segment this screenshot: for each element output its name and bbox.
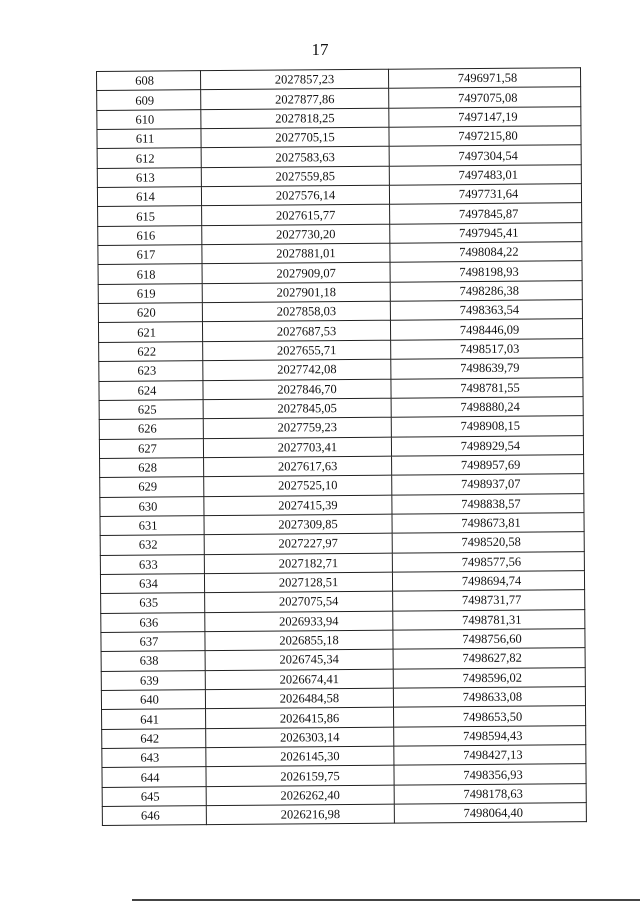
y-coordinate-cell: 7497075,08	[389, 87, 581, 108]
x-coordinate-cell: 2027858,03	[202, 301, 390, 322]
point-number-cell: 608	[97, 71, 201, 91]
x-coordinate-cell: 2027415,39	[204, 495, 392, 516]
x-coordinate-cell: 2027877,86	[201, 89, 389, 110]
point-number-cell: 646	[102, 806, 206, 826]
y-coordinate-cell: 7498756,60	[393, 629, 585, 650]
x-coordinate-cell: 2027655,71	[203, 340, 391, 361]
x-coordinate-cell: 2026262,40	[206, 785, 394, 806]
point-number-cell: 616	[98, 225, 202, 245]
x-coordinate-cell: 2027687,53	[202, 321, 390, 342]
y-coordinate-cell: 7496971,58	[388, 68, 580, 89]
x-coordinate-cell: 2027128,51	[204, 572, 392, 593]
y-coordinate-cell: 7498577,56	[392, 551, 584, 572]
y-coordinate-cell: 7498178,63	[394, 783, 586, 804]
x-coordinate-cell: 2027617,63	[204, 456, 392, 477]
x-coordinate-cell: 2027576,14	[201, 185, 389, 206]
x-coordinate-cell: 2027742,08	[203, 359, 391, 380]
point-number-cell: 640	[101, 690, 205, 710]
y-coordinate-cell: 7498520,58	[392, 532, 584, 553]
y-coordinate-cell: 7498064,40	[394, 803, 586, 824]
y-coordinate-cell: 7498594,43	[394, 725, 586, 746]
point-number-cell: 635	[101, 593, 205, 613]
point-number-cell: 613	[97, 167, 201, 187]
y-coordinate-cell: 7498908,15	[391, 416, 583, 437]
point-number-cell: 614	[97, 187, 201, 207]
x-coordinate-cell: 2027583,63	[201, 147, 389, 168]
point-number-cell: 622	[99, 341, 203, 361]
x-coordinate-cell: 2026745,34	[205, 649, 393, 670]
table-row	[102, 803, 586, 826]
x-coordinate-cell: 2027909,07	[202, 263, 390, 284]
point-number-cell: 609	[97, 90, 201, 110]
x-coordinate-cell: 2027759,23	[203, 417, 391, 438]
x-coordinate-cell: 2027182,71	[204, 553, 392, 574]
coordinates-table	[96, 67, 587, 826]
x-coordinate-cell: 2027846,70	[203, 379, 391, 400]
x-coordinate-cell: 2026159,75	[206, 766, 394, 787]
x-coordinate-cell: 2026145,30	[206, 746, 394, 767]
y-coordinate-cell: 7497483,01	[389, 164, 581, 185]
x-coordinate-cell: 2026216,98	[206, 804, 394, 825]
point-number-cell: 636	[101, 612, 205, 632]
point-number-cell: 625	[99, 400, 203, 420]
x-coordinate-cell: 2027845,05	[203, 398, 391, 419]
y-coordinate-cell: 7498286,38	[390, 280, 582, 301]
x-coordinate-cell: 2027309,85	[204, 514, 392, 535]
point-number-cell: 615	[98, 206, 202, 226]
point-number-cell: 610	[97, 109, 201, 129]
y-coordinate-cell: 7498694,74	[392, 571, 584, 592]
point-number-cell: 638	[101, 651, 205, 671]
y-coordinate-cell: 7498596,02	[393, 667, 585, 688]
x-coordinate-cell: 2027525,10	[204, 475, 392, 496]
bottom-border-line	[132, 899, 640, 901]
x-coordinate-cell: 2027818,25	[201, 108, 389, 129]
y-coordinate-cell: 7498517,03	[391, 338, 583, 359]
point-number-cell: 630	[100, 496, 204, 516]
x-coordinate-cell: 2027901,18	[202, 282, 390, 303]
point-number-cell: 641	[102, 709, 206, 729]
point-number-cell: 643	[102, 748, 206, 768]
x-coordinate-cell: 2027615,77	[202, 205, 390, 226]
point-number-cell: 639	[101, 670, 205, 690]
y-coordinate-cell: 7497945,41	[390, 222, 582, 243]
point-number-cell: 624	[99, 380, 203, 400]
point-number-cell: 634	[100, 574, 204, 594]
point-number-cell: 620	[98, 303, 202, 323]
point-number-cell: 618	[98, 264, 202, 284]
x-coordinate-cell: 2026855,18	[205, 630, 393, 651]
y-coordinate-cell: 7498363,54	[390, 300, 582, 321]
y-coordinate-cell: 7498781,31	[393, 609, 585, 630]
x-coordinate-cell: 2027857,23	[201, 69, 389, 90]
x-coordinate-cell: 2026933,94	[205, 611, 393, 632]
x-coordinate-cell: 2026484,58	[205, 688, 393, 709]
y-coordinate-cell: 7498957,69	[392, 455, 584, 476]
x-coordinate-cell: 2027227,97	[204, 533, 392, 554]
y-coordinate-cell: 7498880,24	[391, 397, 583, 418]
x-coordinate-cell: 2027703,41	[203, 437, 391, 458]
y-coordinate-cell: 7498446,09	[390, 319, 582, 340]
coordinates-table-body	[97, 68, 587, 826]
y-coordinate-cell: 7498198,93	[390, 261, 582, 282]
y-coordinate-cell: 7498627,82	[393, 648, 585, 669]
point-number-cell: 627	[99, 438, 203, 458]
y-coordinate-cell: 7497731,64	[389, 184, 581, 205]
x-coordinate-cell: 2027559,85	[201, 166, 389, 187]
point-number-cell: 633	[100, 554, 204, 574]
point-number-cell: 612	[97, 148, 201, 168]
point-number-cell: 632	[100, 535, 204, 555]
point-number-cell: 619	[98, 283, 202, 303]
y-coordinate-cell: 7498937,07	[392, 474, 584, 495]
y-coordinate-cell: 7498838,57	[392, 493, 584, 514]
x-coordinate-cell: 2026415,86	[206, 708, 394, 729]
y-coordinate-cell: 7498633,08	[393, 687, 585, 708]
y-coordinate-cell: 7497304,54	[389, 145, 581, 166]
y-coordinate-cell: 7498929,54	[391, 435, 583, 456]
point-number-cell: 642	[102, 728, 206, 748]
point-number-cell: 621	[98, 322, 202, 342]
point-number-cell: 645	[102, 786, 206, 806]
x-coordinate-cell: 2027075,54	[205, 591, 393, 612]
point-number-cell: 629	[100, 477, 204, 497]
y-coordinate-cell: 7498356,93	[394, 764, 586, 785]
y-coordinate-cell: 7497215,80	[389, 126, 581, 147]
y-coordinate-cell: 7498084,22	[390, 242, 582, 263]
point-number-cell: 617	[98, 245, 202, 265]
y-coordinate-cell: 7497147,19	[389, 106, 581, 127]
page-number: 17	[311, 40, 329, 59]
x-coordinate-cell: 2027881,01	[202, 243, 390, 264]
point-number-cell: 623	[99, 361, 203, 381]
y-coordinate-cell: 7498639,79	[391, 358, 583, 379]
x-coordinate-cell: 2026674,41	[205, 669, 393, 690]
point-number-cell: 644	[102, 767, 206, 787]
x-coordinate-cell: 2027730,20	[202, 224, 390, 245]
y-coordinate-cell: 7498781,55	[391, 377, 583, 398]
point-number-cell: 631	[100, 516, 204, 536]
y-coordinate-cell: 7498653,50	[394, 706, 586, 727]
y-coordinate-cell: 7498427,13	[394, 745, 586, 766]
point-number-cell: 628	[100, 458, 204, 478]
y-coordinate-cell: 7497845,87	[390, 203, 582, 224]
point-number-cell: 626	[99, 419, 203, 439]
point-number-cell: 637	[101, 632, 205, 652]
y-coordinate-cell: 7498673,81	[392, 513, 584, 534]
x-coordinate-cell: 2026303,14	[206, 727, 394, 748]
point-number-cell: 611	[97, 129, 201, 149]
x-coordinate-cell: 2027705,15	[201, 127, 389, 148]
y-coordinate-cell: 7498731,77	[393, 590, 585, 611]
